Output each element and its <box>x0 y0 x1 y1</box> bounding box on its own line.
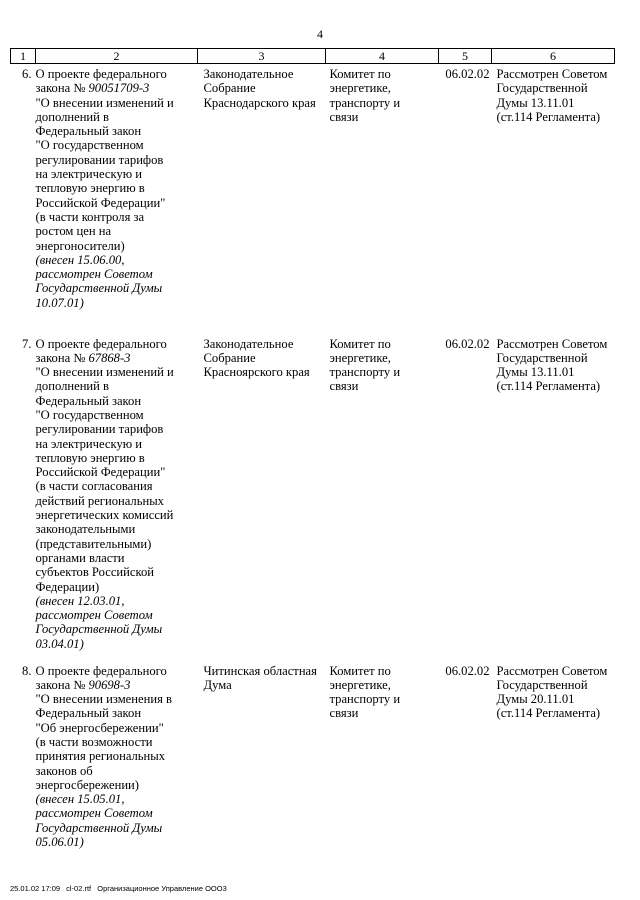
bill-description <box>36 661 198 891</box>
committee-line: транспорту и <box>329 692 401 707</box>
bill-description-line: энергоносители) <box>35 238 125 253</box>
bill-description-line: Федеральный закон <box>35 393 142 408</box>
bill-description-line: энергосбережении) <box>35 777 139 792</box>
committee-line: связи <box>329 109 359 124</box>
footer-file: cl-02.rtf <box>66 884 92 893</box>
bill-author-line: Законодательное <box>203 336 294 351</box>
header-cell-5: 5 <box>439 49 492 64</box>
bill-author <box>198 64 326 334</box>
bill-status-line: Рассмотрен Советом <box>496 67 608 81</box>
responsible-committee <box>326 334 439 661</box>
bill-description-line: 05.06.01) <box>35 835 84 850</box>
bill-number-prefix: закона № <box>35 350 89 365</box>
bill-description-line: тепловую энергию в <box>35 450 145 465</box>
table-body <box>11 64 615 891</box>
bill-status <box>492 64 615 334</box>
agenda-table <box>10 48 615 891</box>
footer-datetime: 25.01.02 17:09 <box>10 884 61 893</box>
bill-description-line: действий региональных <box>35 493 164 508</box>
bill-status-line: (ст.114 Регламента) <box>496 379 601 394</box>
header-cell-2: 2 <box>36 49 198 64</box>
bill-description-line: (в части контроля за <box>35 209 145 224</box>
bill-description-line: "О внесении изменения в <box>35 692 172 707</box>
bill-description-line: Государственной Думы <box>35 281 163 296</box>
bill-status-line: Думы 13.11.01 <box>496 95 575 110</box>
bill-description-line: "О внесении изменений и <box>35 95 174 110</box>
bill-description-line: "Об энергосбережении" <box>35 720 164 735</box>
bill-description-line: энергетических комиссий <box>35 508 174 523</box>
bill-status-line: Государственной <box>496 677 588 692</box>
bill-description <box>36 64 198 334</box>
bill-number: 90051709-3 <box>88 81 150 96</box>
bill-description-line: Государственной Думы <box>35 820 163 835</box>
bill-description-line: О проекте федерального <box>35 67 167 81</box>
bill-status <box>492 334 615 661</box>
page-footer <box>10 882 231 896</box>
bill-status-line: (ст.114 Регламента) <box>496 706 601 721</box>
header-cell-4: 4 <box>326 49 439 64</box>
committee-line: энергетике, <box>329 677 391 692</box>
bill-description-line <box>36 678 198 692</box>
bill-description-line: на электрическую и <box>35 167 143 182</box>
bill-author-line: Собрание <box>203 81 256 96</box>
bill-number: 67868-3 <box>88 350 131 365</box>
table-row <box>11 64 615 334</box>
bill-description-line: принятия региональных <box>35 749 166 764</box>
bill-description-line: на электрическую и <box>35 436 143 451</box>
review-date: 06.02.02 <box>445 336 490 351</box>
responsible-committee <box>326 64 439 334</box>
bill-description-line <box>36 351 198 365</box>
bill-status-line: Государственной <box>496 350 588 365</box>
bill-description-line: рассмотрен Советом <box>35 267 153 282</box>
committee-line: транспорту и <box>329 365 401 380</box>
footer-org: Организационное Управление ООО3 <box>97 884 227 893</box>
bill-description-line: Российской Федерации" <box>35 465 166 480</box>
bill-status-line: Государственной <box>496 81 588 96</box>
bill-description-line: Российской Федерации" <box>35 195 166 210</box>
row-number: 8. <box>22 663 32 678</box>
bill-status <box>492 661 615 891</box>
bill-author-line: Красноярского края <box>203 365 310 380</box>
committee-line: связи <box>329 706 359 721</box>
bill-author-line: Законодательное <box>203 67 294 81</box>
bill-status-line: (ст.114 Регламента) <box>496 109 601 124</box>
bill-number-prefix: закона № <box>35 677 89 692</box>
responsible-committee <box>326 661 439 891</box>
header-cell-6: 6 <box>492 49 615 64</box>
bill-author <box>198 661 326 891</box>
bill-description-line: регулировании тарифов <box>35 152 164 167</box>
bill-description-line: О проекте федерального <box>35 336 167 351</box>
bill-description-line: (в части согласования <box>35 479 153 494</box>
bill-description-line: "О государственном <box>35 407 144 422</box>
bill-status-line: Думы 20.11.01 <box>496 692 575 707</box>
committee-line: транспорту и <box>329 95 401 110</box>
bill-description-line: органами власти <box>35 550 125 565</box>
bill-description-line: "О внесении изменений и <box>35 365 174 380</box>
header-cell-3: 3 <box>198 49 326 64</box>
bill-status-line: Думы 13.11.01 <box>496 365 575 380</box>
header-cell-1: 1 <box>11 49 36 64</box>
table-row <box>11 334 615 661</box>
bill-description-line: (внесен 15.06.00, <box>35 252 125 267</box>
page-number: 4 <box>317 27 323 41</box>
bill-status-line: Рассмотрен Советом <box>496 336 608 351</box>
table-row <box>11 661 615 891</box>
bill-description-line: Федеральный закон <box>35 124 142 139</box>
bill-description-line: законодательными <box>35 522 136 537</box>
bill-description-line: 10.07.01) <box>35 295 84 310</box>
bill-description-line: "О государственном <box>35 138 144 153</box>
bill-description-line: дополнений в <box>35 109 110 124</box>
bill-number-prefix: закона № <box>35 81 89 96</box>
bill-description-line: Федерации) <box>35 579 100 594</box>
column-number-header <box>11 49 615 64</box>
bill-description-line: законов об <box>35 763 93 778</box>
committee-line: энергетике, <box>329 81 391 96</box>
bill-description-line: (в части возможности <box>35 734 153 749</box>
bill-author-line: Читинская областная <box>203 663 317 678</box>
bill-author-line: Собрание <box>203 350 256 365</box>
bill-description-line: О проекте федерального <box>35 663 167 678</box>
row-number: 7. <box>22 336 32 351</box>
bill-description-line: тепловую энергию в <box>35 181 145 196</box>
bill-description-line: субъектов Российской <box>35 565 154 580</box>
committee-line: Комитет по <box>329 67 391 81</box>
bill-author <box>198 334 326 661</box>
bill-description-line: (внесен 15.05.01, <box>35 792 125 807</box>
bill-description-line: (представительными) <box>35 536 152 551</box>
bill-description-line: дополнений в <box>35 379 110 394</box>
bill-description-line: ростом цен на <box>35 224 112 239</box>
bill-description-line: регулировании тарифов <box>35 422 164 437</box>
bill-description-line: рассмотрен Советом <box>35 806 153 821</box>
bill-description-line: рассмотрен Советом <box>35 608 153 623</box>
bill-description-line: Государственной Думы <box>35 622 163 637</box>
review-date: 06.02.02 <box>445 663 490 678</box>
committee-line: энергетике, <box>329 350 391 365</box>
bill-description-line: 03.04.01) <box>35 636 84 651</box>
bill-description-line: (внесен 12.03.01, <box>35 593 125 608</box>
bill-status-line: Рассмотрен Советом <box>496 663 608 678</box>
bill-description <box>36 334 198 661</box>
bill-author-line: Краснодарского края <box>203 95 316 110</box>
row-number: 6. <box>22 67 32 81</box>
committee-line: связи <box>329 379 359 394</box>
bill-author-line: Дума <box>203 677 232 692</box>
bill-number: 90698-3 <box>88 677 131 692</box>
review-date: 06.02.02 <box>445 67 490 81</box>
committee-line: Комитет по <box>329 663 391 678</box>
bill-description-line <box>36 81 198 95</box>
committee-line: Комитет по <box>329 336 391 351</box>
bill-description-line: Федеральный закон <box>35 706 142 721</box>
